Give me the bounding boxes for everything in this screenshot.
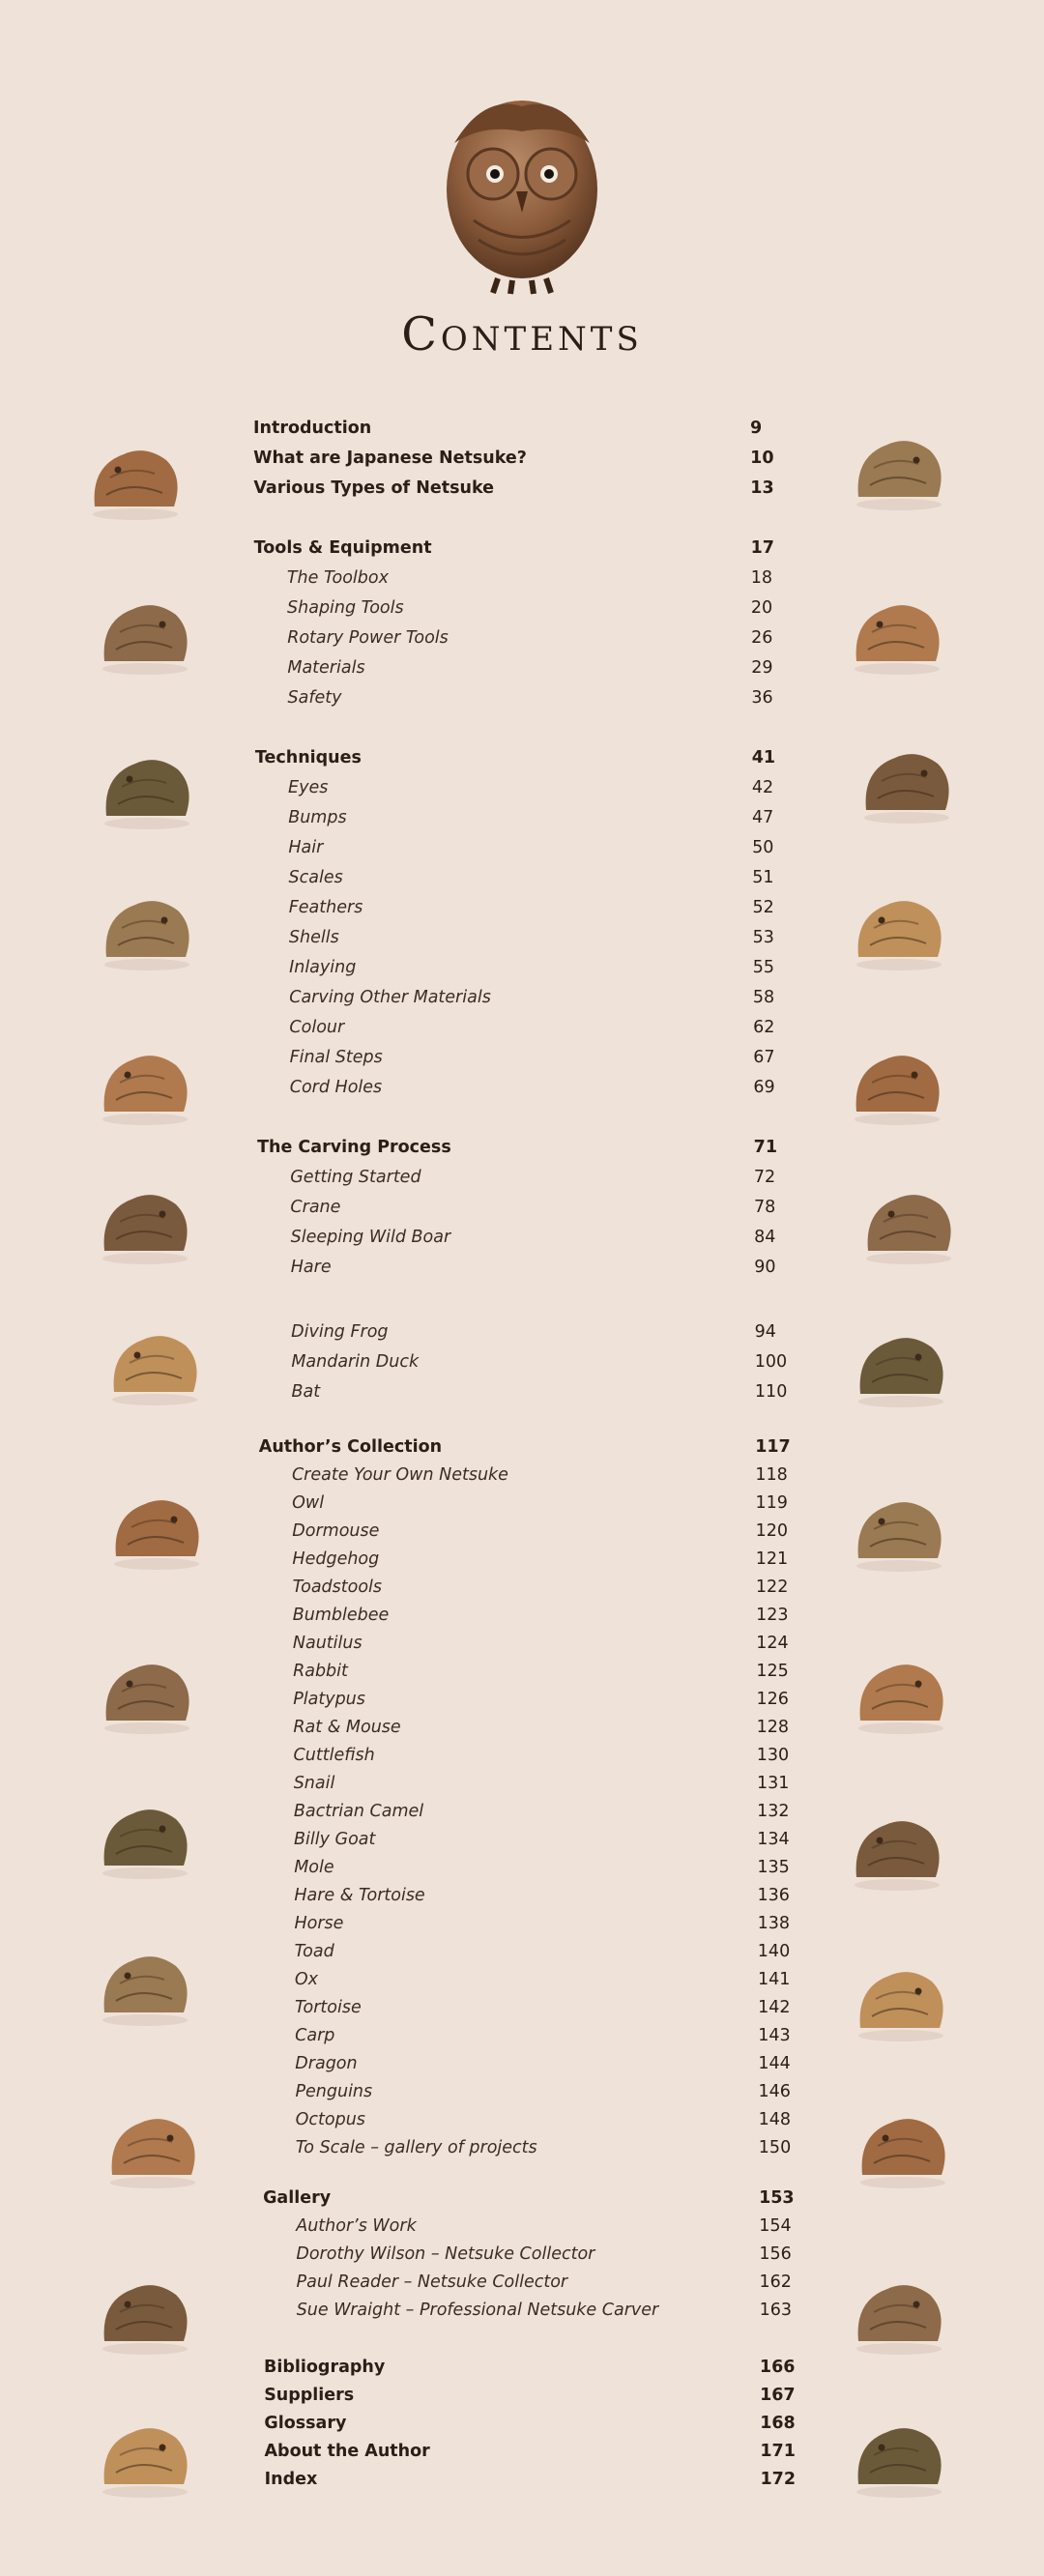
toc-entry-label: Glossary xyxy=(264,2414,347,2433)
toc-entry-label: Snail xyxy=(293,1774,335,1793)
toc-entry-label: Sleeping Wild Boar xyxy=(290,1228,451,1247)
toc-entry-page-number: 26 xyxy=(751,628,773,648)
toc-entry-label: Various Types of Netsuke xyxy=(253,478,495,498)
owl-netsuke-icon xyxy=(425,85,619,298)
toc-entry-page-number: 150 xyxy=(758,2138,792,2157)
toc-entry-label: Octopus xyxy=(295,2110,365,2129)
toc-entry-page-number: 18 xyxy=(750,568,773,588)
toc-entry-label: Safety xyxy=(287,688,342,708)
toc-entry-label: Create Your Own Netsuke xyxy=(291,1465,508,1485)
flower-netsuke-icon xyxy=(843,1315,959,1411)
toc-entry-page-number: 123 xyxy=(756,1606,789,1625)
toc-entry-page-number: 142 xyxy=(758,1998,791,2017)
toc-entry-label: Billy Goat xyxy=(294,1830,376,1849)
toc-entry-label: Ox xyxy=(294,1970,318,1989)
rat-netsuke-icon xyxy=(841,2405,957,2502)
toc-entry-label: Tortoise xyxy=(294,1998,362,2017)
elephant-netsuke-icon xyxy=(87,1032,203,1129)
toc-entry-label: Carving Other Materials xyxy=(289,988,491,1007)
toc-entry-label: Rotary Power Tools xyxy=(287,628,449,648)
toc-entry-page-number: 122 xyxy=(755,1577,789,1597)
toc-entry-page-number: 110 xyxy=(754,1382,788,1402)
fox-netsuke-icon xyxy=(77,427,193,524)
toc-entry-page-number: 72 xyxy=(753,1168,776,1187)
toc-entry-page-number: 69 xyxy=(753,1078,775,1097)
toc-entry-label: Bumps xyxy=(288,808,347,827)
toc-entry-page-number: 118 xyxy=(755,1465,788,1485)
toc-entry-label: Bactrian Camel xyxy=(293,1802,424,1821)
frogs-netsuke-icon xyxy=(97,1313,213,1409)
toc-entry-label: Platypus xyxy=(293,1690,365,1709)
hare-netsuke-icon xyxy=(849,731,965,827)
camel-netsuke-icon xyxy=(851,1172,967,1268)
toc-entry-label: Hare & Tortoise xyxy=(294,1886,425,1905)
toc-entry-page-number: 146 xyxy=(758,2082,791,2101)
toc-entry-page-number: 131 xyxy=(756,1774,790,1793)
toc-entry-page-number: 130 xyxy=(756,1746,790,1765)
toc-entry-label: The Toolbox xyxy=(286,568,389,588)
toc-entry-label: Horse xyxy=(294,1914,344,1933)
toc-entry-label: Colour xyxy=(289,1018,345,1037)
toc-entry-page-number: 154 xyxy=(759,2216,792,2236)
toc-entry-page-number: 42 xyxy=(751,778,774,797)
toc-entry-page-number: 135 xyxy=(757,1858,790,1877)
toc-entry-label: Scales xyxy=(288,868,343,887)
toc-entry-label: Cuttlefish xyxy=(293,1746,375,1765)
toc-entry-label: Final Steps xyxy=(289,1048,383,1067)
duck-netsuke-icon xyxy=(841,2262,957,2359)
toc-entry-page-number: 41 xyxy=(751,748,776,767)
toc-entry-label: Author’s Collection xyxy=(258,1437,443,1457)
toc-entry-page-number: 10 xyxy=(750,449,774,468)
toc-entry-page-number: 58 xyxy=(752,988,775,1007)
toc-entry-label: About the Author xyxy=(264,2442,430,2461)
toc-entry-label: Author’s Work xyxy=(296,2216,417,2236)
toc-entry-page-number: 124 xyxy=(756,1634,789,1653)
toc-entry-page-number: 53 xyxy=(752,928,774,947)
toc-entry-label: Materials xyxy=(287,658,365,678)
toc-entry-label: Paul Reader – Netsuke Collector xyxy=(296,2272,568,2292)
toc-entry-label: Suppliers xyxy=(264,2386,355,2405)
toc-entry-label: Hare xyxy=(290,1258,332,1277)
toc-entry-label: Bumblebee xyxy=(292,1606,390,1625)
boar-netsuke-icon xyxy=(89,878,205,974)
toc-entry-label: Tools & Equipment xyxy=(253,538,432,558)
toc-entry-label: Mandarin Duck xyxy=(291,1352,420,1372)
toc-entry-page-number: 143 xyxy=(758,2026,791,2045)
toc-entry-page-number: 13 xyxy=(750,478,774,498)
platypus-netsuke-icon xyxy=(87,2405,203,2502)
toc-entry-label: Inlaying xyxy=(289,958,357,977)
toc-entry-label: Penguins xyxy=(295,2082,373,2101)
toc-entry-page-number: 134 xyxy=(757,1830,790,1849)
toc-entry-label: Carp xyxy=(295,2026,335,2045)
toc-entry-page-number: 128 xyxy=(756,1718,790,1737)
toc-entry-label: Introduction xyxy=(253,419,372,438)
toc-entry-page-number: 78 xyxy=(753,1198,776,1217)
toad-netsuke-icon xyxy=(87,1786,203,1883)
basket-netsuke-icon xyxy=(89,1641,205,1738)
toc-entry-label: Feathers xyxy=(288,898,363,917)
toc-entry-page-number: 167 xyxy=(760,2386,796,2405)
toc-entry-page-number: 117 xyxy=(755,1437,791,1457)
toc-entry-page-number: 55 xyxy=(752,958,775,977)
toc-entry-page-number: 20 xyxy=(750,598,773,618)
toc-entry-label: Toadstools xyxy=(292,1577,383,1597)
toc-entry-label: Techniques xyxy=(254,748,362,767)
toc-entry-page-number: 156 xyxy=(759,2244,792,2264)
toc-entry-page-number: 121 xyxy=(755,1549,789,1569)
toc-entry-label: Gallery xyxy=(263,2188,332,2208)
toc-entry-page-number: 168 xyxy=(760,2414,796,2433)
toc-entry-label: Rabbit xyxy=(293,1662,348,1681)
toc-entry-label: Owl xyxy=(292,1493,325,1513)
toc-entry-label: Getting Started xyxy=(290,1168,421,1187)
toc-entry-page-number: 51 xyxy=(752,868,774,887)
toc-entry-page-number: 144 xyxy=(758,2054,791,2073)
toc-entry-page-number: 140 xyxy=(757,1942,791,1961)
toc-entry-page-number: 50 xyxy=(752,838,774,857)
toc-entry-label: Crane xyxy=(290,1198,341,1217)
frog-netsuke-icon xyxy=(87,582,203,679)
toc-entry-page-number: 125 xyxy=(756,1662,789,1681)
toad-netsuke-icon xyxy=(87,1172,203,1268)
toc-entry-page-number: 94 xyxy=(754,1322,776,1342)
toadstools-netsuke-icon xyxy=(841,878,957,974)
toc-entry-page-number: 47 xyxy=(751,808,774,827)
toc-entry-label: Eyes xyxy=(288,778,329,797)
toc-entry-label: Mole xyxy=(294,1858,334,1877)
toc-entry-page-number: 17 xyxy=(750,538,774,558)
rabbit-netsuke-icon xyxy=(841,1479,957,1576)
dormouse-netsuke-icon xyxy=(843,1641,959,1738)
monkey-netsuke-icon xyxy=(87,1933,203,2030)
toc-entry-label: Index xyxy=(264,2470,318,2489)
toc-entry-page-number: 153 xyxy=(759,2188,795,2208)
hare-netsuke-icon xyxy=(845,2096,961,2192)
toc-entry-label: Sue Wraight – Professional Netsuke Carver xyxy=(296,2301,659,2320)
toc-entry-page-number: 141 xyxy=(757,1970,791,1989)
owl-netsuke-icon xyxy=(87,2262,203,2359)
toc-entry-page-number: 172 xyxy=(760,2470,797,2489)
toc-entry-page-number: 166 xyxy=(759,2358,796,2377)
toc-entry-page-number: 138 xyxy=(757,1914,791,1933)
toc-entry-label: Nautilus xyxy=(292,1634,362,1653)
toc-entry-page-number: 52 xyxy=(752,898,774,917)
toc-entry-label: Toad xyxy=(294,1942,334,1961)
toc-entry-page-number: 162 xyxy=(759,2272,792,2292)
toc-entry-label: Dragon xyxy=(295,2054,358,2073)
toc-entry-page-number: 148 xyxy=(758,2110,792,2129)
toc-entry-page-number: 136 xyxy=(757,1886,790,1905)
toc-entry-label: The Carving Process xyxy=(257,1138,451,1157)
toc-entry-label: Dormouse xyxy=(292,1521,380,1541)
toc-entry-page-number: 84 xyxy=(754,1228,776,1247)
toc-entry-label: Diving Frog xyxy=(291,1322,389,1342)
toc-entry-page-number: 62 xyxy=(753,1018,775,1037)
toc-entry-label: Cord Holes xyxy=(289,1078,383,1097)
nautilus-netsuke-icon xyxy=(843,1949,959,2045)
toc-entry-page-number: 171 xyxy=(760,2442,796,2461)
toc-entry-page-number: 126 xyxy=(756,1690,789,1709)
octopus-netsuke-icon xyxy=(839,1798,955,1895)
toc-entry-label: Bibliography xyxy=(264,2358,386,2377)
dragon-netsuke-icon xyxy=(839,582,955,679)
monkey-netsuke-icon xyxy=(89,737,205,833)
toc-entry-page-number: 120 xyxy=(755,1521,789,1541)
toc-entry-page-number: 71 xyxy=(753,1138,778,1157)
toc-entry-label: Shells xyxy=(288,928,339,947)
page-title: Contents xyxy=(401,307,643,362)
toc-entry-page-number: 67 xyxy=(753,1048,775,1067)
toc-entry-label: Hair xyxy=(288,838,324,857)
toc-entry-page-number: 119 xyxy=(755,1493,788,1513)
toc-entry-label: To Scale – gallery of projects xyxy=(295,2138,537,2157)
toc-entry-page-number: 163 xyxy=(759,2301,793,2320)
tortoise-netsuke-icon xyxy=(841,418,957,514)
toc-entry-label: Bat xyxy=(291,1382,321,1402)
toc-entry-label: What are Japanese Netsuke? xyxy=(253,449,527,468)
toc-entry-label: Shaping Tools xyxy=(287,598,404,618)
toc-entry-label: Dorothy Wilson – Netsuke Collector xyxy=(296,2244,595,2264)
toc-entry-page-number: 29 xyxy=(751,658,773,678)
hare-tortoise-netsuke-icon xyxy=(99,1477,215,1574)
toc-entry-page-number: 36 xyxy=(751,688,773,708)
toc-entry-page-number: 90 xyxy=(754,1258,776,1277)
toc-entry-label: Hedgehog xyxy=(292,1549,380,1569)
toc-entry-page-number: 132 xyxy=(757,1802,790,1821)
toc-entry-label: Rat & Mouse xyxy=(293,1718,401,1737)
carp-netsuke-icon xyxy=(95,2096,211,2192)
toc-entry-page-number: 100 xyxy=(754,1352,788,1372)
snail-netsuke-icon xyxy=(839,1032,955,1129)
toc-entry-page-number: 9 xyxy=(750,419,763,438)
